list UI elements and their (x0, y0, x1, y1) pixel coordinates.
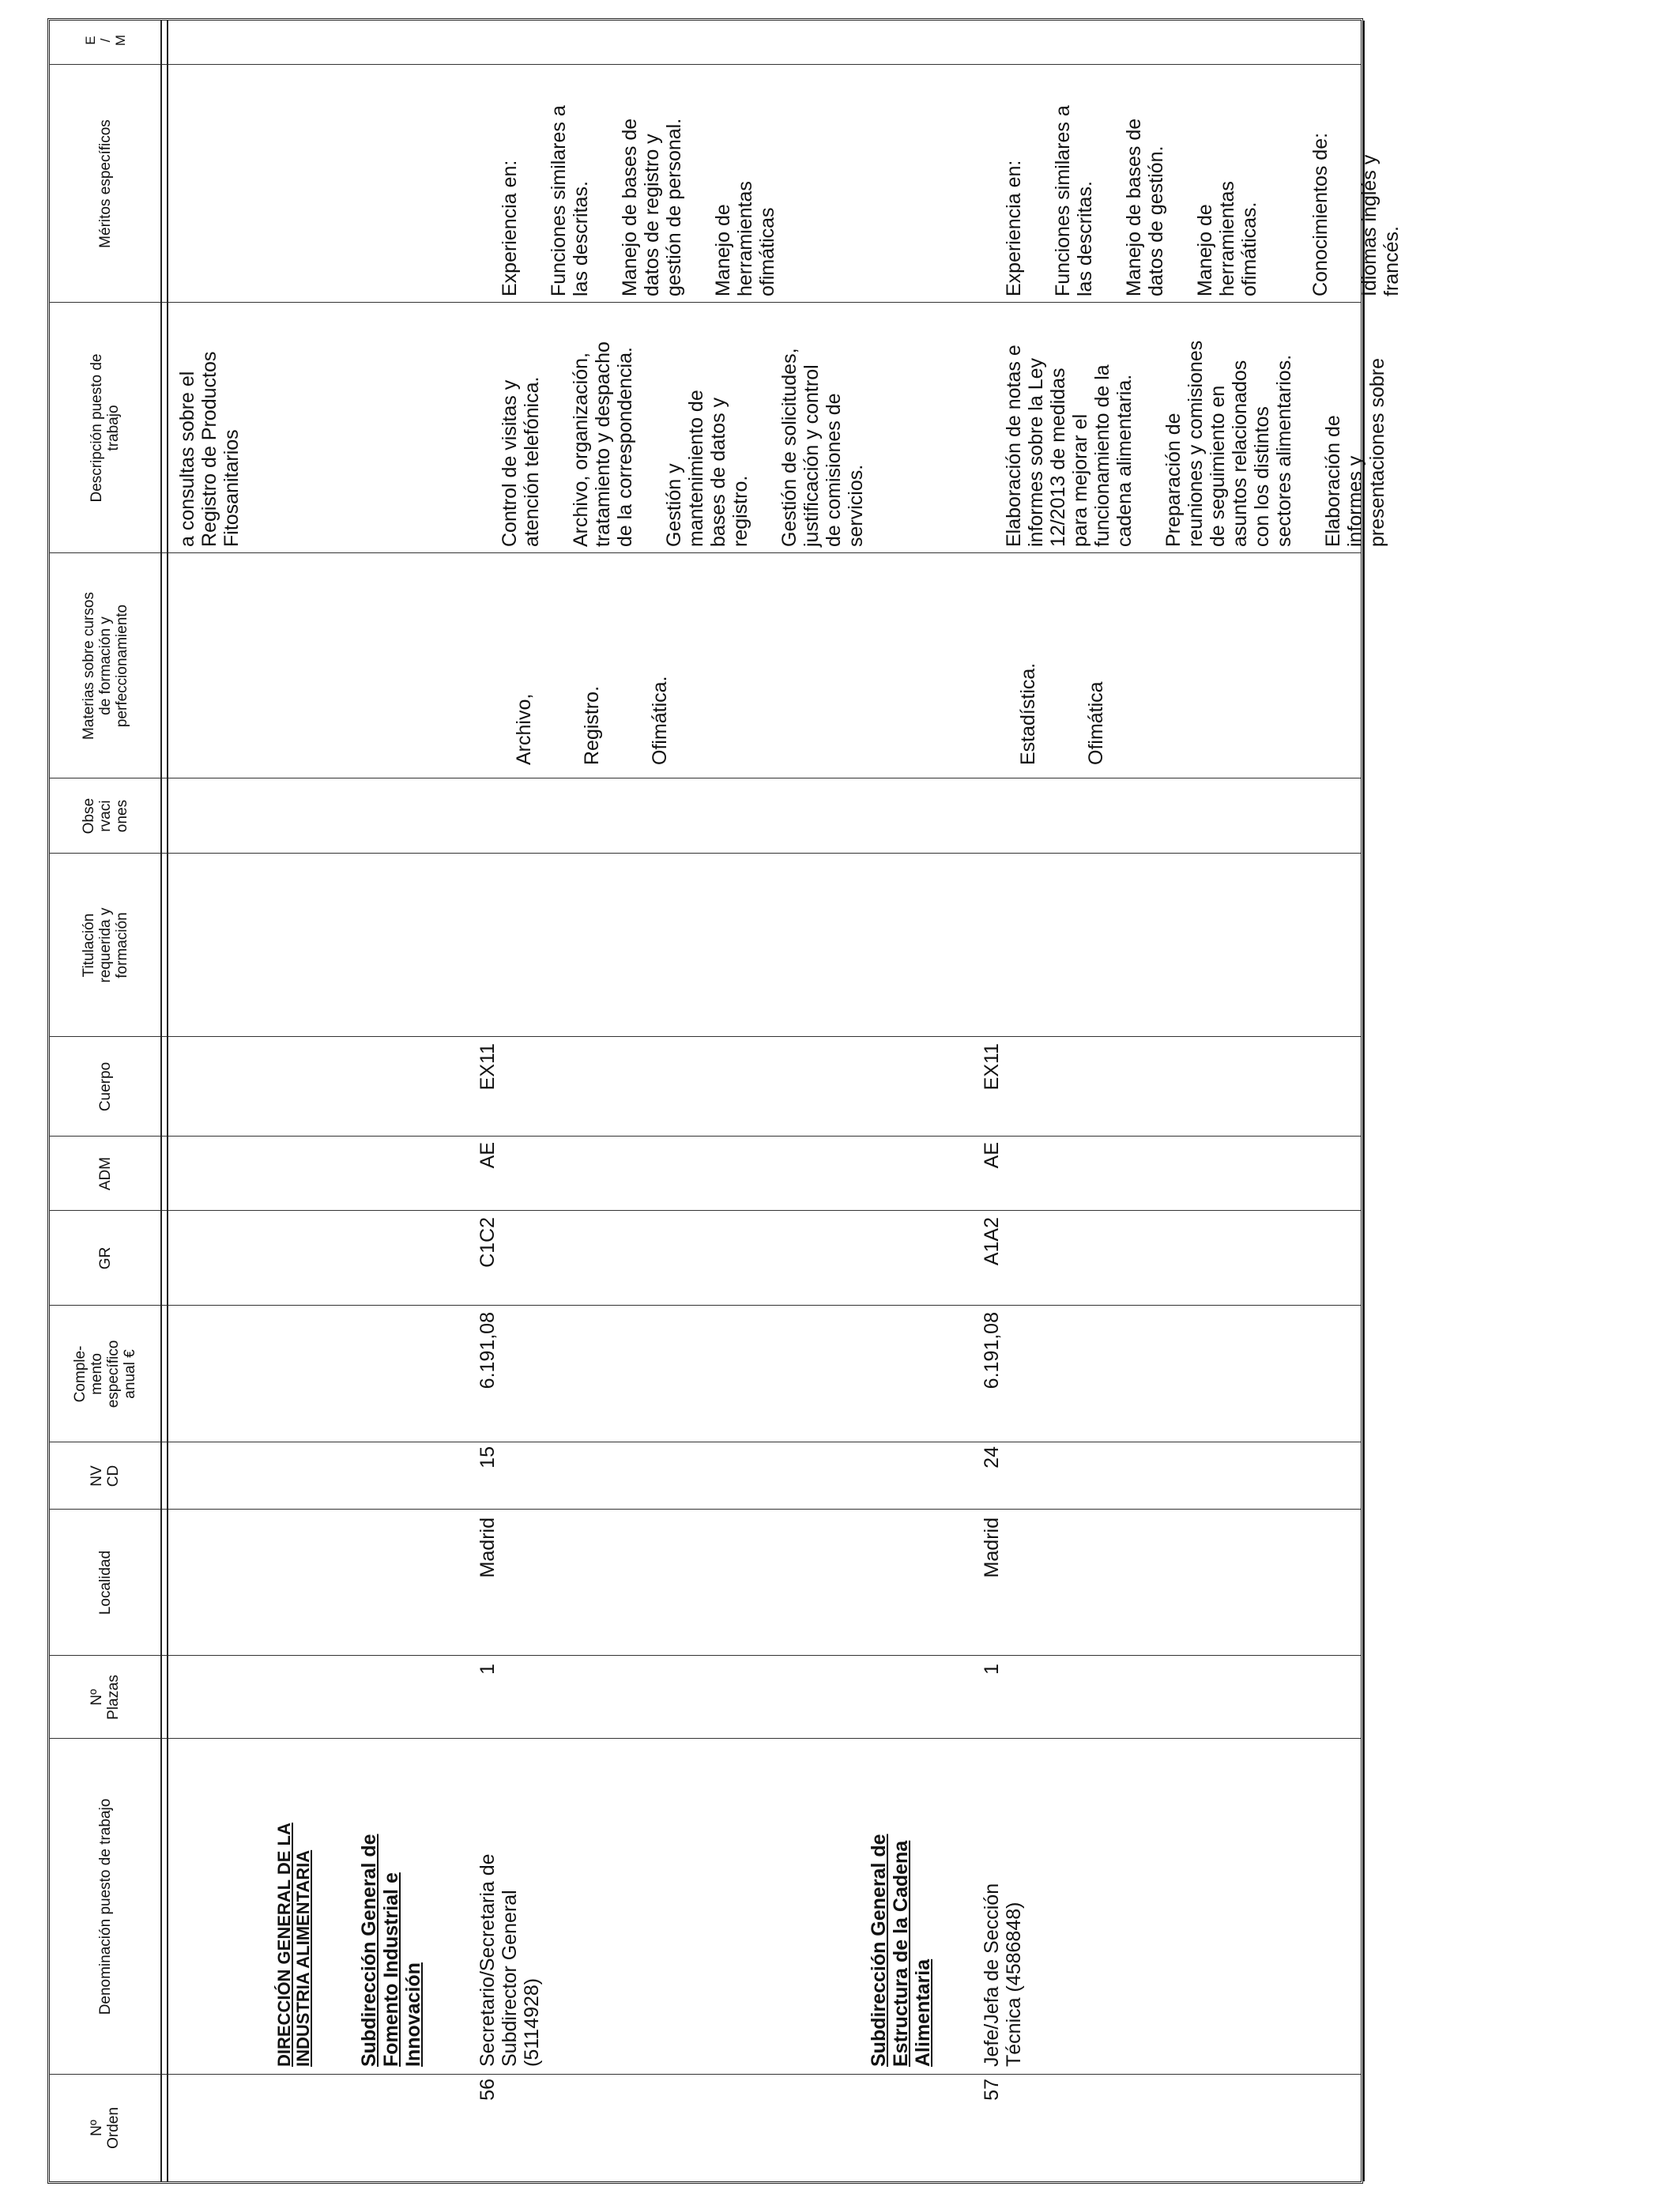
merito-item: Manejo de bases de datos de gestión. (1123, 118, 1167, 296)
col-sep (50, 853, 1361, 854)
col-sep (50, 1136, 1361, 1137)
row-localidad: Madrid (981, 1517, 1003, 1578)
merito-item: Experiencia en: (1003, 160, 1025, 296)
col-sep (50, 302, 1361, 303)
row-adm: AE (477, 1142, 499, 1169)
header-titulacion: Titulación requerida y formación (80, 907, 130, 983)
continuation-descripcion: a consultas sobre el Registro de Productos Fitosanitarios (176, 351, 243, 547)
header-observaciones: Obse rvaci ones (80, 797, 130, 835)
header-gr: GR (96, 1246, 114, 1270)
row-plazas: 1 (477, 1664, 499, 1675)
header-nivel: NV CD (89, 1465, 122, 1487)
header-plazas: Nº Plazas (89, 1674, 122, 1721)
descripcion-item: Gestión y mantenimiento de bases de datos y registro. (663, 390, 751, 547)
merito-item: Idiomas inglés y francés. (1358, 154, 1403, 296)
row-meritos (477, 67, 805, 296)
merito-item: Manejo de bases de datos de registro y gestión de personal. (619, 118, 685, 296)
col-sep (50, 1036, 1361, 1037)
materia-item: Ofimática (1085, 681, 1107, 765)
row-adm: AE (981, 1142, 1003, 1169)
header-separator (167, 21, 168, 2181)
row-orden: 56 (477, 2079, 499, 2101)
header-meritos: Méritos específicos (96, 119, 114, 248)
col-sep (50, 1738, 1361, 1739)
row-gr: C1C2 (477, 1217, 499, 1268)
col-sep (50, 1509, 1361, 1510)
merito-item: Manejo de herramientas ofimáticas (712, 181, 778, 296)
section-direccion-general: DIRECCIÓN GENERAL DE LA INDUSTRIA ALIMENTARIA (274, 1823, 313, 2067)
header-separator (160, 21, 162, 2181)
section-subdireccion-fomento: Subdirección General de Fomento Industrial e Innovación (358, 1834, 424, 2067)
row-complemento: 6.191,08 (477, 1312, 499, 1389)
merito-item: Funciones similares a las descritas. (548, 105, 592, 296)
descripcion-item: Gestión de solicitudes, justificación y control de comisiones de servicios. (778, 348, 867, 547)
descripcion-item: Preparación de reuniones y comisiones de seguimiento en asuntos relacionados con los distintos sectores alimentarios. (1162, 340, 1295, 547)
header-materias: Materias sobre cursos de formación y perfeccionamiento (80, 592, 130, 740)
row-cuerpo: EX11 (981, 1043, 1003, 1091)
descripcion-item: Archivo, organización, tratamiento y despacho de la correspondencia. (570, 341, 636, 547)
row-denominacion: Jefe/Jefa de Sección Técnica (4586848) (981, 1883, 1025, 2067)
row-materias (981, 560, 1148, 765)
row-denominacion: Secretario/Secretaria de Subdirector General (5114928) (477, 1853, 543, 2067)
materia-item: Estadística. (1017, 662, 1039, 765)
header-localidad: Localidad (96, 1550, 114, 1615)
col-sep (50, 1305, 1361, 1306)
merito-item: Manejo de herramientas ofimáticas. (1194, 181, 1260, 296)
row-gr: A1A2 (981, 1217, 1003, 1266)
row-orden: 57 (981, 2079, 1003, 2101)
descripcion-item: Control de visitas y atención telefónica. (499, 376, 543, 547)
row-descripcion (477, 306, 894, 547)
descripcion-item: Elaboración de notas e informes sobre la Ley 12/2013 de medidas para mejorar el funcionamiento de la cadena alimentaria. (1003, 345, 1136, 547)
header-orden: Nº Orden (89, 2107, 122, 2149)
row-localidad: Madrid (477, 1517, 499, 1578)
col-sep (50, 552, 1361, 553)
header-complemento: Comple- mento específico anual € (72, 1340, 138, 1408)
row-cuerpo: EX11 (477, 1043, 499, 1091)
descripcion-item: Elaboración de informes y presentaciones sobre (1322, 357, 1388, 547)
col-sep (50, 2074, 1361, 2075)
row-meritos (981, 67, 1430, 296)
merito-item: Experiencia en: (499, 160, 521, 296)
header-denominacion: Denominación puesto de trabajo (96, 1798, 114, 2015)
header-adm: ADM (96, 1156, 114, 1191)
row-materias (477, 560, 712, 765)
materia-item: Archivo, (513, 693, 535, 765)
header-descripcion: Descripción puesto de trabajo (89, 353, 122, 503)
merito-item: Funciones similares a las descritas. (1052, 105, 1096, 296)
positions-table (47, 18, 1403, 2184)
row-nivel: 15 (477, 1446, 499, 1468)
row-plazas: 1 (981, 1664, 1003, 1675)
header-cuerpo: Cuerpo (96, 1061, 114, 1112)
col-sep (50, 64, 1361, 65)
materia-item: Registro. (581, 685, 603, 765)
col-sep (50, 1655, 1361, 1656)
section-subdireccion-estructura: Subdirección General de Estructura de la Cadena Alimentaria (868, 1834, 934, 2067)
col-sep (50, 1210, 1361, 1211)
row-complemento: 6.191,08 (981, 1312, 1003, 1389)
merito-item: Conocimientos de: (1309, 132, 1332, 296)
materia-item: Ofimática. (649, 676, 671, 765)
row-descripcion (981, 306, 1415, 547)
header-em: E / M (82, 34, 128, 47)
row-nivel: 24 (981, 1446, 1003, 1468)
rotated-table-page (47, 10, 1403, 2184)
